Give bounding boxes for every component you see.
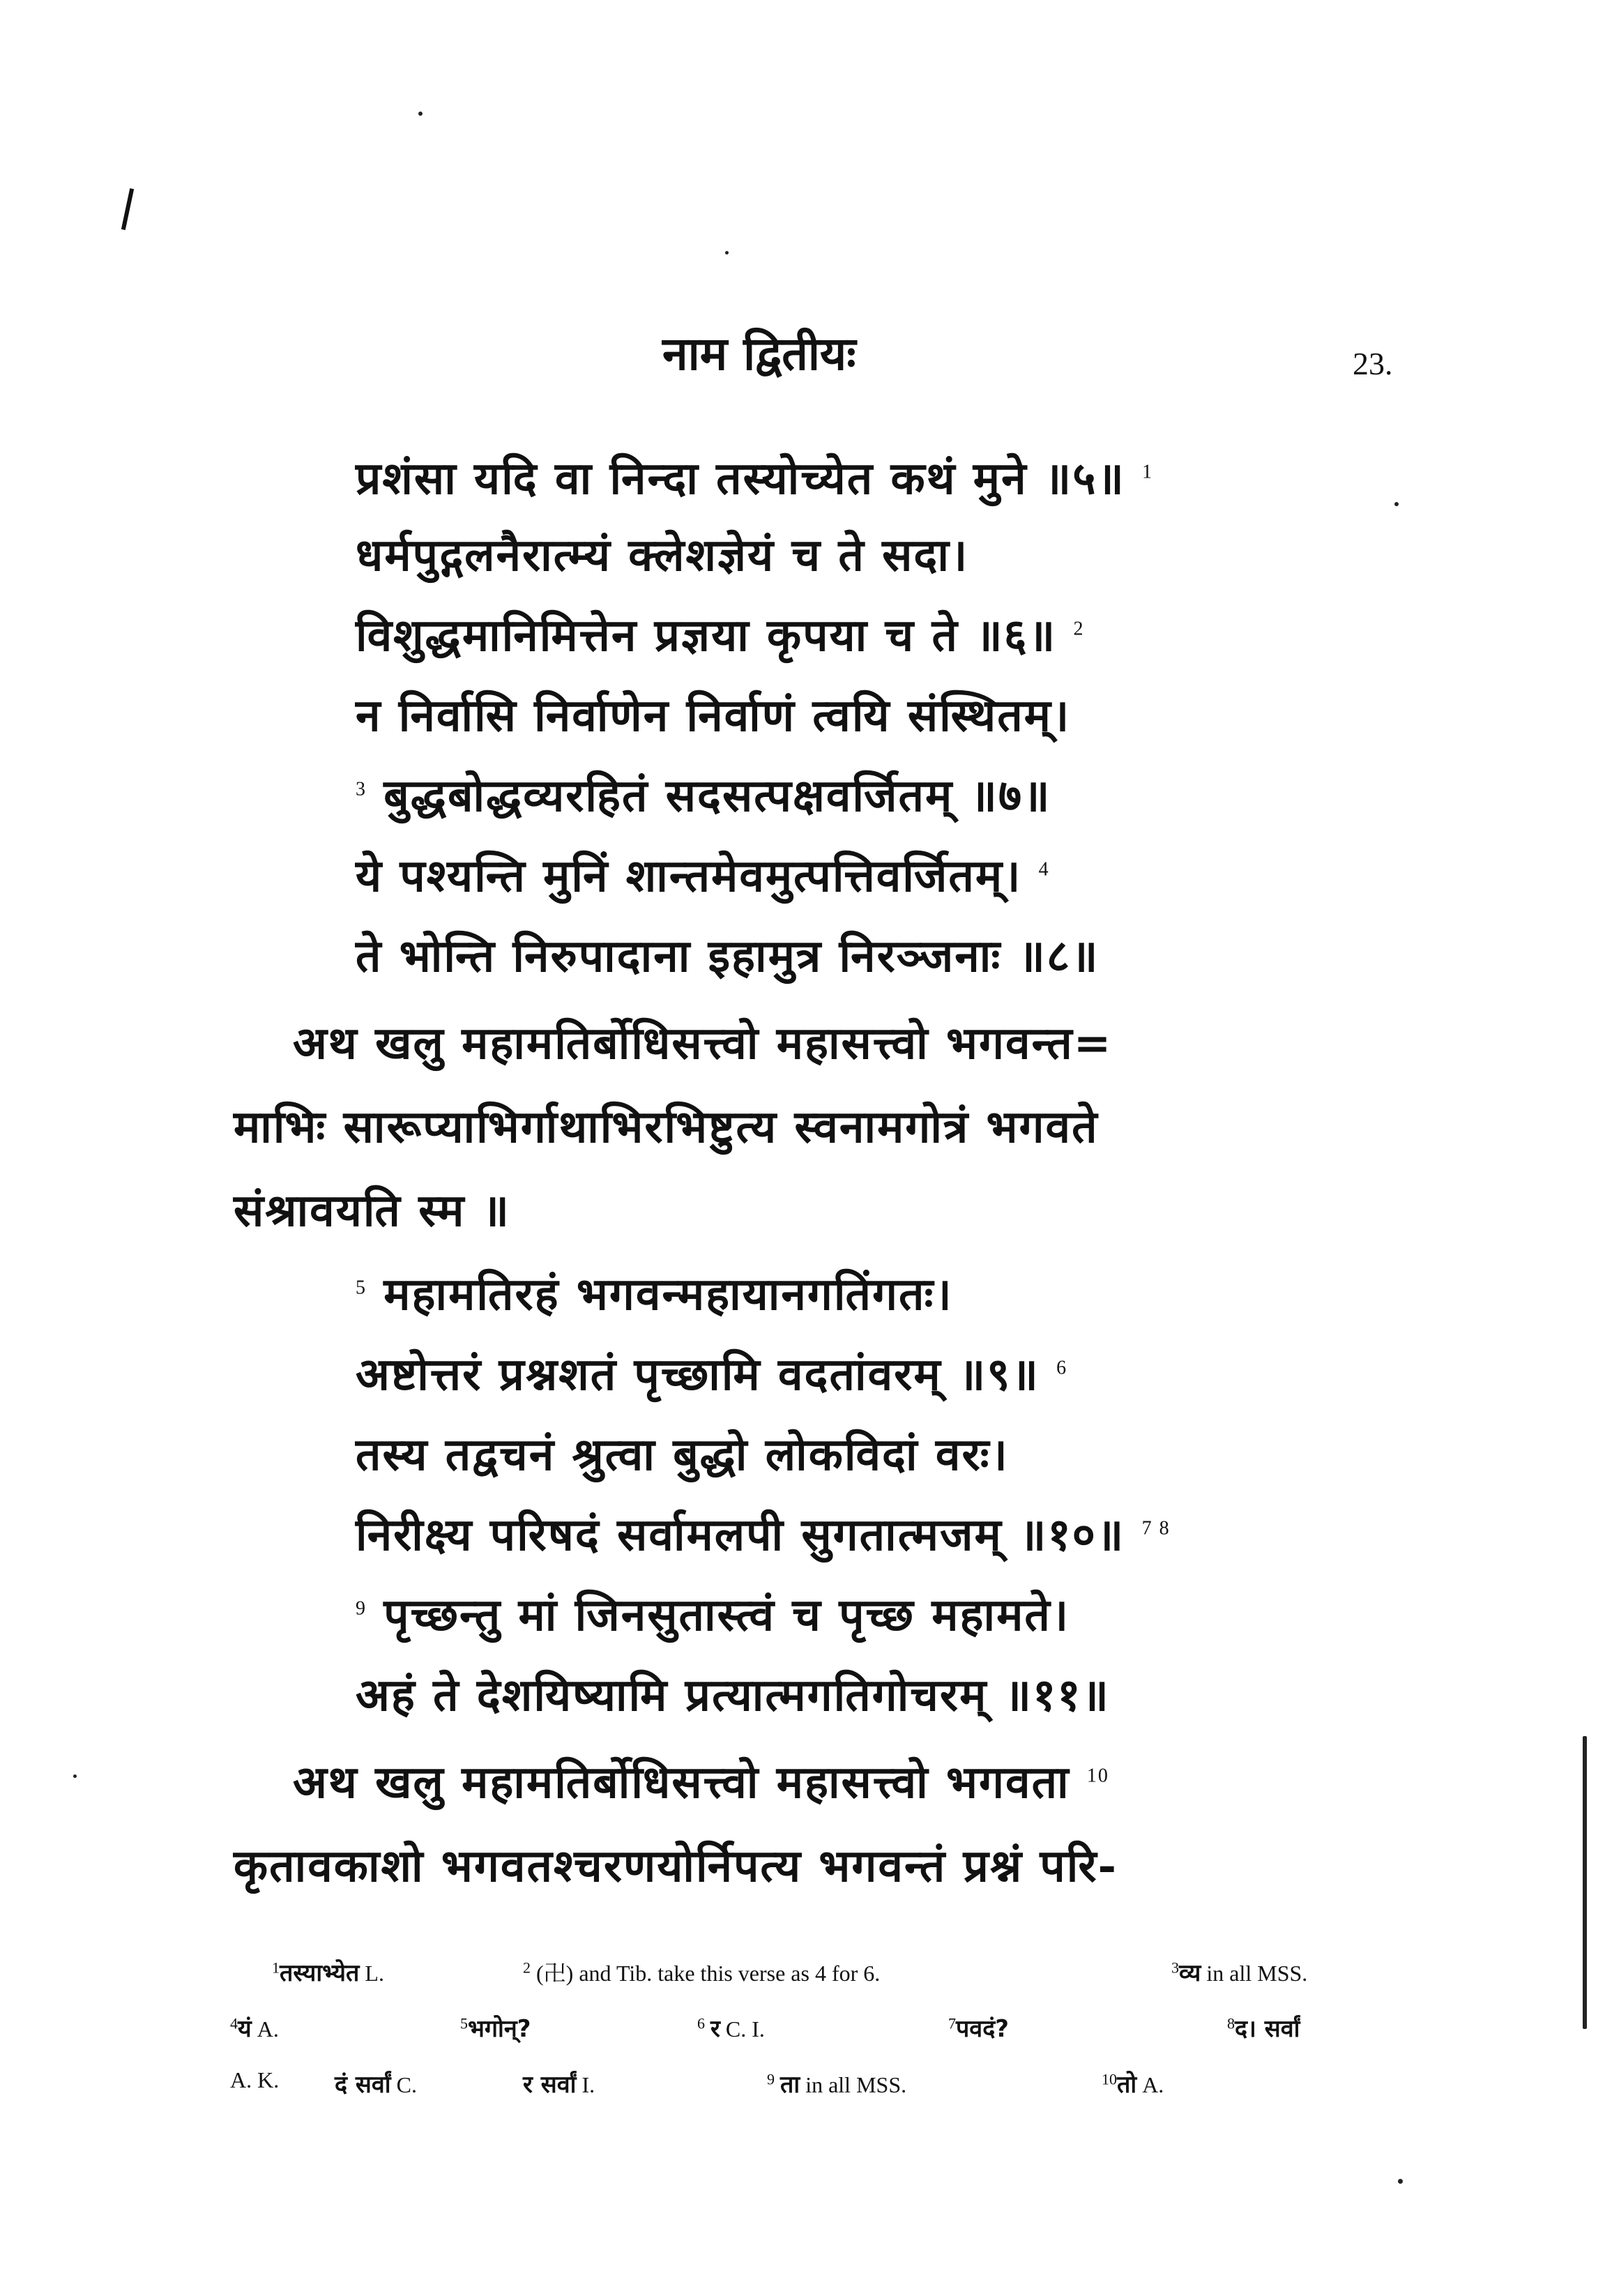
footnote: $^6$ र C. I. — [697, 2014, 765, 2043]
footnote: $^9$ ता in all MSS. — [767, 2070, 907, 2099]
footnote: र सर्वां I. — [523, 2071, 595, 2099]
footnote-row — [230, 2012, 1415, 2067]
verse-line — [356, 1669, 1110, 1721]
verse-text: ये पश्यन्ति मुनिं शान्तमेवमुत्पत्तिवर्जितम्। — [356, 850, 1022, 902]
prose-text: कृतावकाशो भगवतश्चरणयोर्निपत्य भगवन्तं प्रश्नं परि- — [234, 1840, 1118, 1892]
footnote: A. K. — [230, 2067, 280, 2092]
verse-text: पृच्छन्तु मां जिनसुतास्त्वं च पृच्छ महामते। — [383, 1589, 1070, 1641]
verse-line — [356, 850, 1050, 902]
footnote-mark: 5 — [356, 1277, 367, 1299]
verse-line — [356, 1429, 1009, 1481]
verse-line — [356, 1348, 1068, 1401]
prose-line — [293, 1017, 1113, 1070]
page-header-title: नाम द्वितीयः — [662, 326, 856, 381]
verse-text: निरीक्ष्य परिषदं सर्वामलपी सुगतात्मजम् ॥१०॥ — [356, 1509, 1125, 1561]
footnote-mark: 2 — [1073, 618, 1085, 640]
footnote: $^7$पवदं? — [948, 2014, 1009, 2043]
footnote-row — [230, 2067, 1415, 2123]
verse-text: प्रशंसा यदि वा निन्दा तस्योच्येत कथं मुने ॥५॥ — [356, 453, 1125, 505]
page-number: 23. — [1353, 346, 1393, 381]
prose-text: संश्रावयति स्म ॥ — [234, 1185, 510, 1237]
footnote-mark: 4 — [1038, 858, 1050, 881]
prose-text: अथ खलु महामतिर्बोधिसत्त्वो महासत्त्वो भगवता — [293, 1756, 1070, 1809]
verse-line — [356, 1268, 953, 1321]
prose-line — [234, 1101, 1099, 1153]
scan-speck — [418, 112, 423, 116]
scan-speck — [725, 251, 729, 254]
footnotes — [230, 1956, 1415, 2123]
footnote: $^3$व्य in all MSS. — [1171, 1959, 1308, 1987]
verse-text: ते भोन्ति निरुपादाना इहामुत्र निरञ्जनाः ॥८॥ — [356, 930, 1100, 982]
prose-line — [234, 1185, 510, 1237]
verse-text: बुद्धबोद्धव्यरहितं सदसत्पक्षवर्जितम् ॥७॥ — [383, 770, 1051, 822]
footnote: $^8$द। सर्वां — [1227, 2014, 1300, 2043]
verse-line — [356, 1509, 1171, 1561]
scan-speck — [1398, 2179, 1403, 2184]
verse-text: महामतिरहं भगवन्महायानगतिंगतः। — [383, 1268, 953, 1321]
footnote: दं सर्वां C. — [335, 2071, 417, 2099]
verse-text: न निर्वासि निर्वाणेन निर्वाणं त्वयि संस्थितम्। — [356, 690, 1071, 742]
prose-text: माभिः सारूप्याभिर्गाथाभिरभिष्टुत्य स्वनामगोत्रं भगवते — [234, 1101, 1099, 1153]
footnote-mark: 10 — [1086, 1765, 1109, 1787]
footnote-mark: 3 — [356, 778, 367, 800]
scan-speck — [1394, 502, 1399, 506]
footnote: $^1$तस्याभ्येत L. — [272, 1959, 384, 1987]
verse-text: विशुद्धमानिमित्तेन प्रज्ञया कृपया च ते ॥६॥ — [356, 609, 1057, 662]
margin-pencil-mark — [121, 188, 134, 230]
verse-line — [356, 1589, 1070, 1641]
verse-text: अहं ते देशयिष्यामि प्रत्यात्मगतिगोचरम् ॥११॥ — [356, 1669, 1110, 1721]
prose-line — [234, 1840, 1118, 1892]
footnote: $^5$भगोन्? — [460, 2014, 531, 2043]
footnote-row — [230, 1956, 1415, 2012]
prose-text: अथ खलु महामतिर्बोधिसत्त्वो महासत्त्वो भगवन्त= — [293, 1017, 1113, 1070]
verse-line — [356, 690, 1071, 742]
footnote-mark: 6 — [1056, 1357, 1068, 1379]
verse-line — [356, 609, 1085, 662]
verse-line — [356, 930, 1100, 982]
footnote: $^{10}$तो A. — [1102, 2070, 1164, 2099]
footnote: $^4$यं A. — [230, 2014, 279, 2043]
verse-text: तस्य तद्वचनं श्रुत्वा बुद्धो लोकविदां वरः। — [356, 1429, 1009, 1481]
footnote: $^2$ (卍) and Tib. take this verse as 4 for 6. — [523, 1959, 881, 1986]
verse-line — [356, 770, 1051, 822]
footnote-mark: 1 — [1142, 461, 1154, 483]
scan-speck — [73, 1774, 77, 1778]
footnote-mark: 9 — [356, 1597, 367, 1620]
verse-line — [356, 529, 969, 581]
prose-line — [293, 1756, 1109, 1809]
footnote-mark: 7 8 — [1141, 1517, 1171, 1539]
scan-edge-shadow — [1583, 1736, 1587, 2029]
verse-line — [356, 453, 1154, 505]
verse-text: अष्टोत्तरं प्रश्नशतं पृच्छामि वदतांवरम् ॥९॥ — [356, 1348, 1040, 1401]
verse-text: धर्मपुद्गलनैरात्म्यं क्लेशज्ञेयं च ते सदा। — [356, 529, 969, 581]
